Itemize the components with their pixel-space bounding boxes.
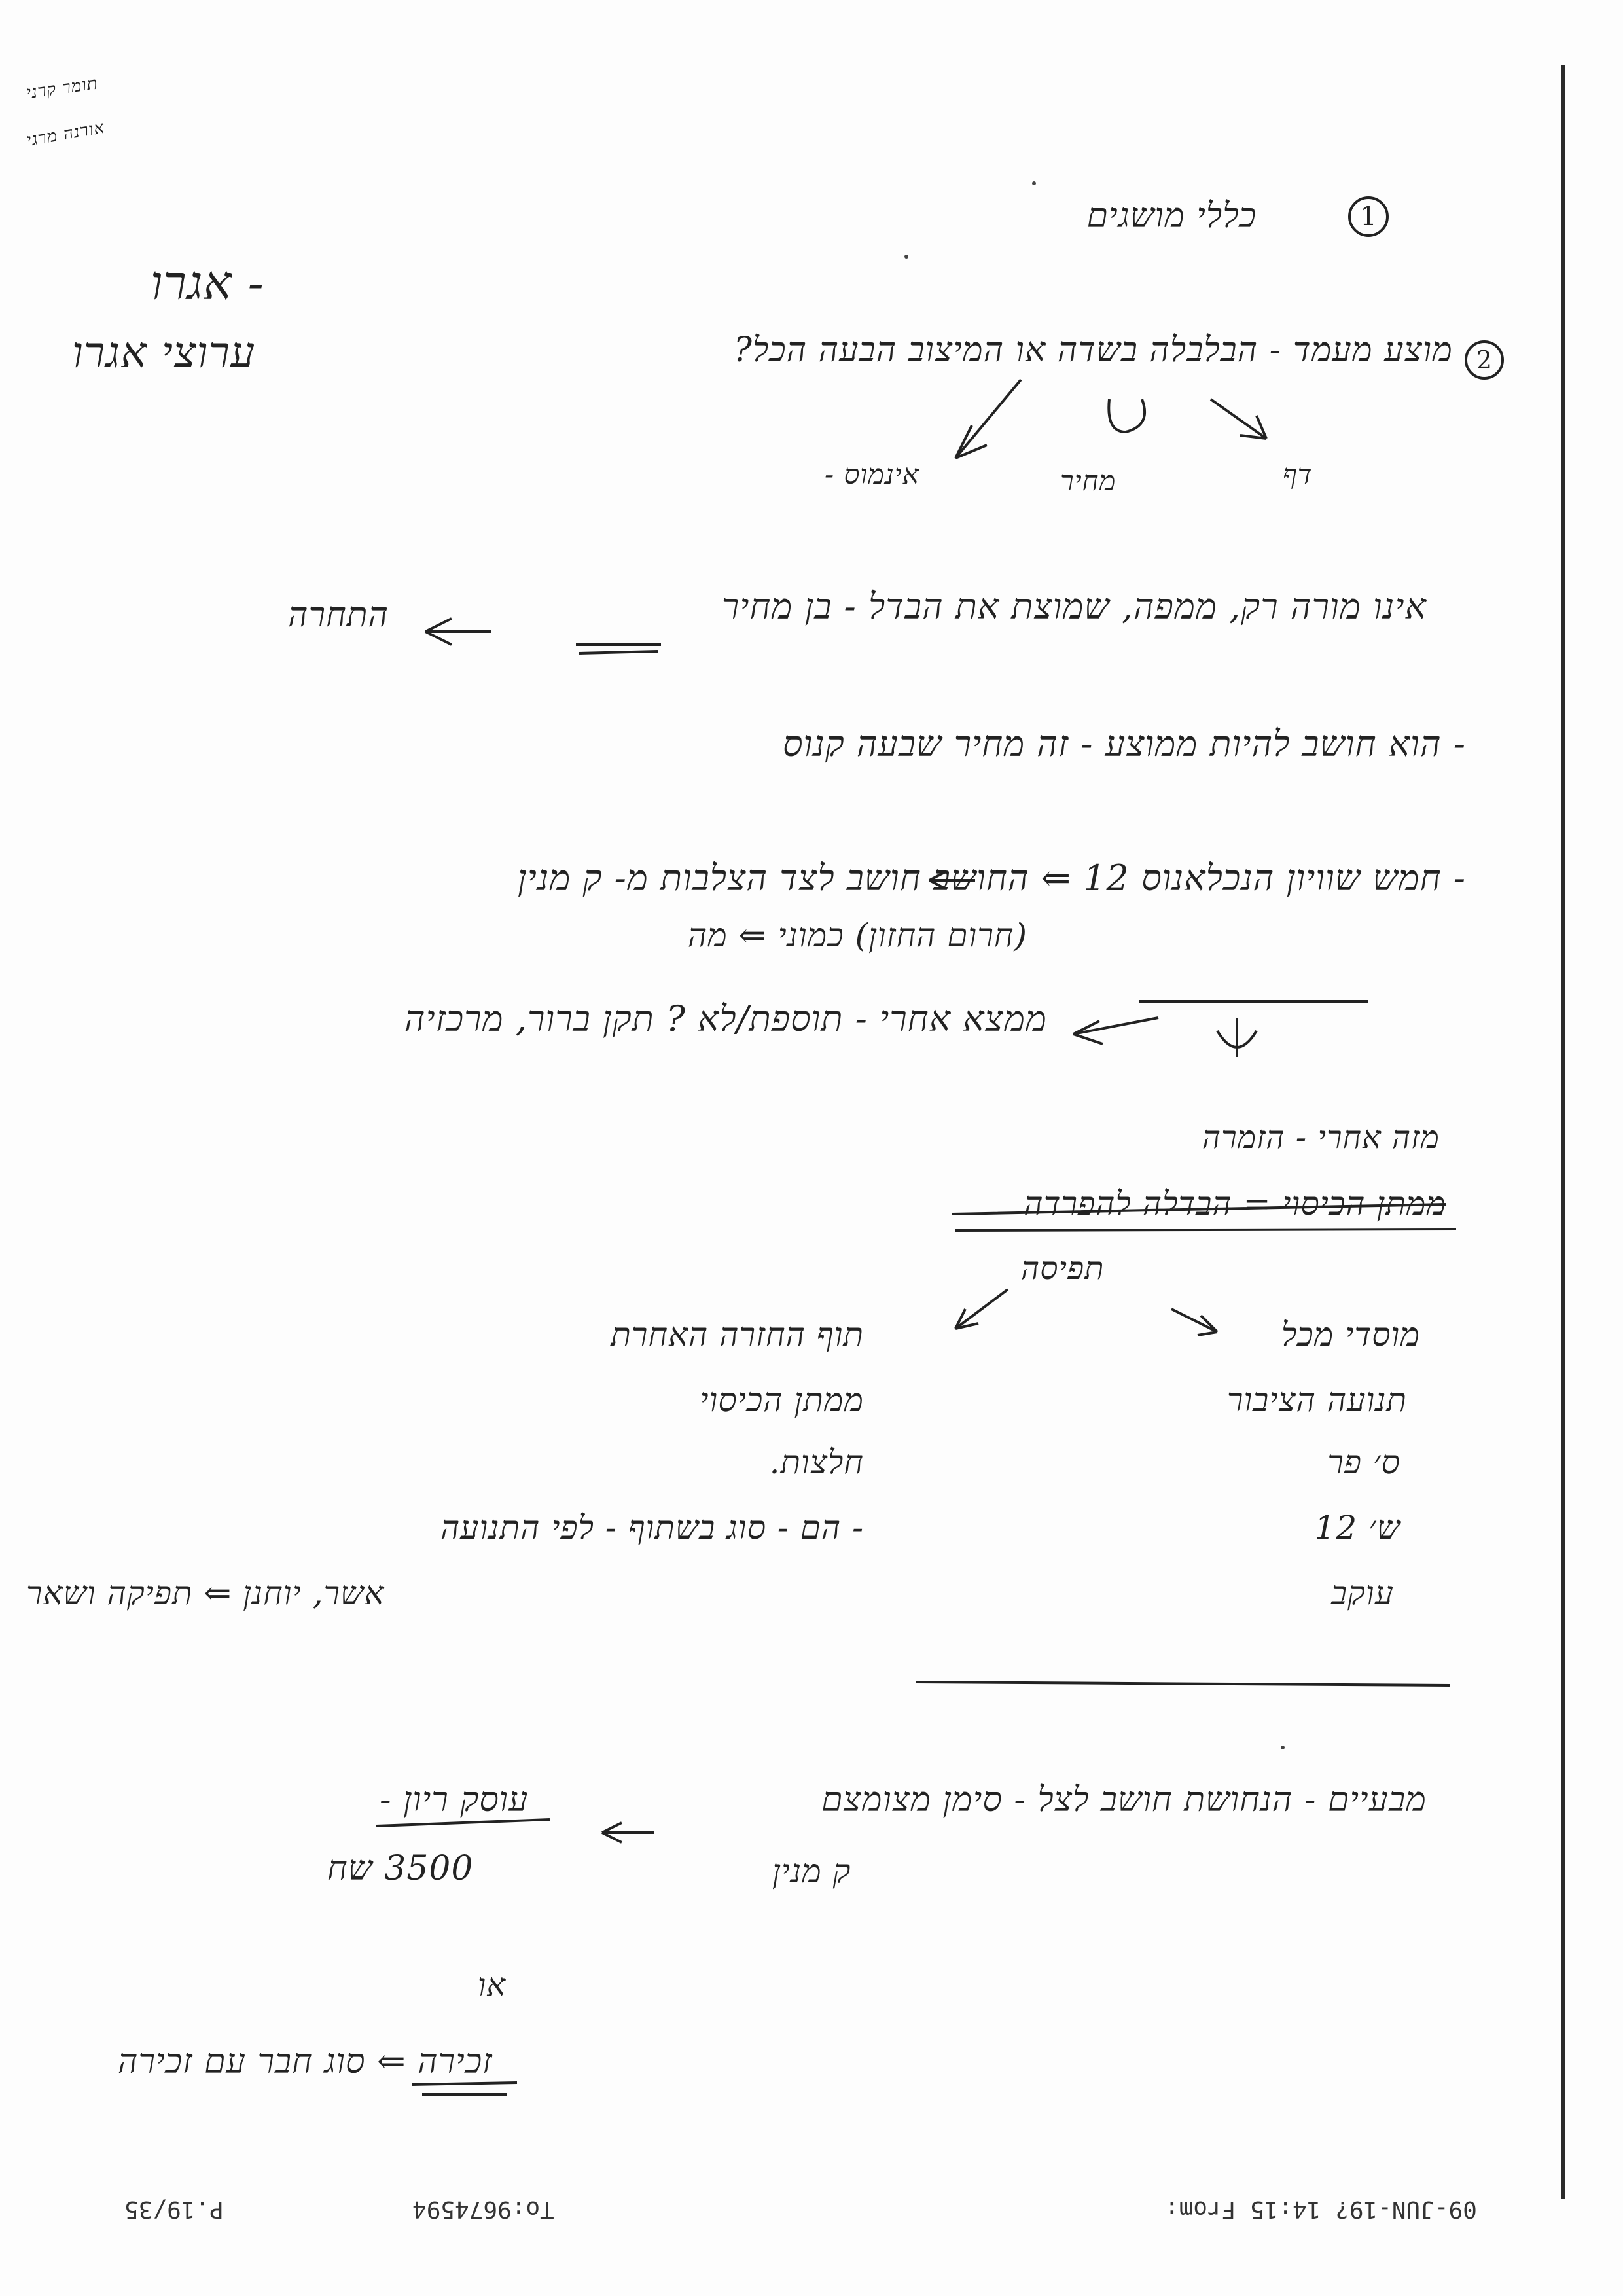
scan-speck bbox=[1281, 1746, 1285, 1749]
left-col-4: ש׳ 12 bbox=[1314, 1509, 1400, 1547]
line-1-text: כללי מושגים bbox=[1086, 196, 1257, 236]
bottom-underline bbox=[376, 1820, 550, 1826]
left-heading-2: ערוצי אגרו bbox=[72, 327, 256, 378]
branch-arrow-right bbox=[1211, 399, 1266, 439]
choose-arrow bbox=[425, 619, 491, 645]
fax-page-number: P.19/35 bbox=[124, 2196, 224, 2223]
dash-line: - הוא חושב להיות ממוצע - זה מחיר שבעה קנוס bbox=[782, 723, 1466, 764]
line-12-b: (חרום החזון) כמוני ⇐ מה bbox=[687, 916, 1027, 954]
choose-result: התחרה bbox=[288, 596, 389, 635]
final-line: זכירה ⇐ סוג חבר עם זכירה bbox=[118, 2042, 493, 2081]
left-arrow bbox=[1073, 1018, 1158, 1044]
branch-arrow-left bbox=[955, 380, 1021, 458]
down-arrow bbox=[1217, 1018, 1257, 1057]
scan-speck bbox=[1032, 181, 1036, 185]
bottom-right-label: עוסק ריון - bbox=[380, 1780, 529, 1820]
branch-right: דף bbox=[1283, 458, 1313, 490]
separator-line bbox=[916, 1682, 1450, 1685]
price-underline bbox=[576, 645, 661, 653]
tree-arrow-left bbox=[955, 1289, 1008, 1329]
item-2-question: מוצע מעמד - הבלבלה בשדה או המיצוב הבעה הכל? bbox=[734, 331, 1453, 370]
bottom-right-value: 3500 שח bbox=[327, 1849, 474, 1888]
right-col-5: אשר, יוחנן ⇐ תפיקה ושאר bbox=[26, 1574, 385, 1612]
branch-middle: מחיר bbox=[1060, 465, 1116, 497]
small-heading: מזה אחרי - הזמרה bbox=[1202, 1119, 1440, 1156]
or-word: או bbox=[478, 1967, 507, 2003]
fax-to-number: To:9674594 bbox=[412, 2196, 554, 2223]
choose-line: אינו מורה רק, ממפה, שמוצת את הבדל - בן מחיר bbox=[721, 586, 1427, 627]
item-number-1: 1 bbox=[1348, 196, 1389, 237]
right-col-1: תוף החזרה האחרת bbox=[611, 1316, 864, 1354]
bottom-arrow bbox=[602, 1823, 654, 1842]
bottom-line-1: מבעיים - הנחושת חושב לצל - סימן מצומצם bbox=[821, 1780, 1427, 1820]
final-underline bbox=[412, 2083, 517, 2094]
branch-arrow-middle bbox=[1109, 399, 1145, 432]
struck-line: ממתן הכיסוי = הבדלה להפרדה bbox=[1024, 1185, 1446, 1223]
item-number-2: 2 bbox=[1465, 340, 1504, 380]
arrow-line: ממצא אחרי - תוספת/לא ? תקן ברור, מרכזיה bbox=[404, 998, 1047, 1039]
scan-speck bbox=[904, 255, 908, 259]
branch-left: אינמוס - bbox=[825, 458, 919, 490]
fax-date-from: 09-JUN-19? 14:15 From: bbox=[1165, 2196, 1477, 2223]
corner-note-line-1: תומר קרני bbox=[25, 73, 99, 103]
bottom-line-1b: ק מנין bbox=[772, 1852, 851, 1890]
left-heading-1: - אגרו bbox=[151, 255, 264, 310]
right-col-2: ממתן הכיסוי bbox=[700, 1381, 864, 1419]
tree-top: תפיסה bbox=[1021, 1250, 1105, 1287]
left-col-2: תנועה הציבור bbox=[1226, 1381, 1407, 1419]
corner-note-line-2: אורנה מרגי bbox=[25, 117, 107, 151]
left-col-5: עוקב bbox=[1331, 1574, 1394, 1612]
right-col-4: - הם - סוג בשתוף - לפי התנועה bbox=[440, 1509, 864, 1547]
left-col-3: ס׳ פר bbox=[1327, 1443, 1400, 1481]
line-12: - חמש שוויון הנכלאנוס 12 ⇐ החושב חושב לצד הצלבות מ- ק מנין bbox=[517, 857, 1466, 899]
left-col-1: מוסדי מכל bbox=[1281, 1316, 1420, 1354]
tree-arrow-right bbox=[1171, 1309, 1217, 1335]
right-col-3: חלצות. bbox=[769, 1443, 864, 1481]
